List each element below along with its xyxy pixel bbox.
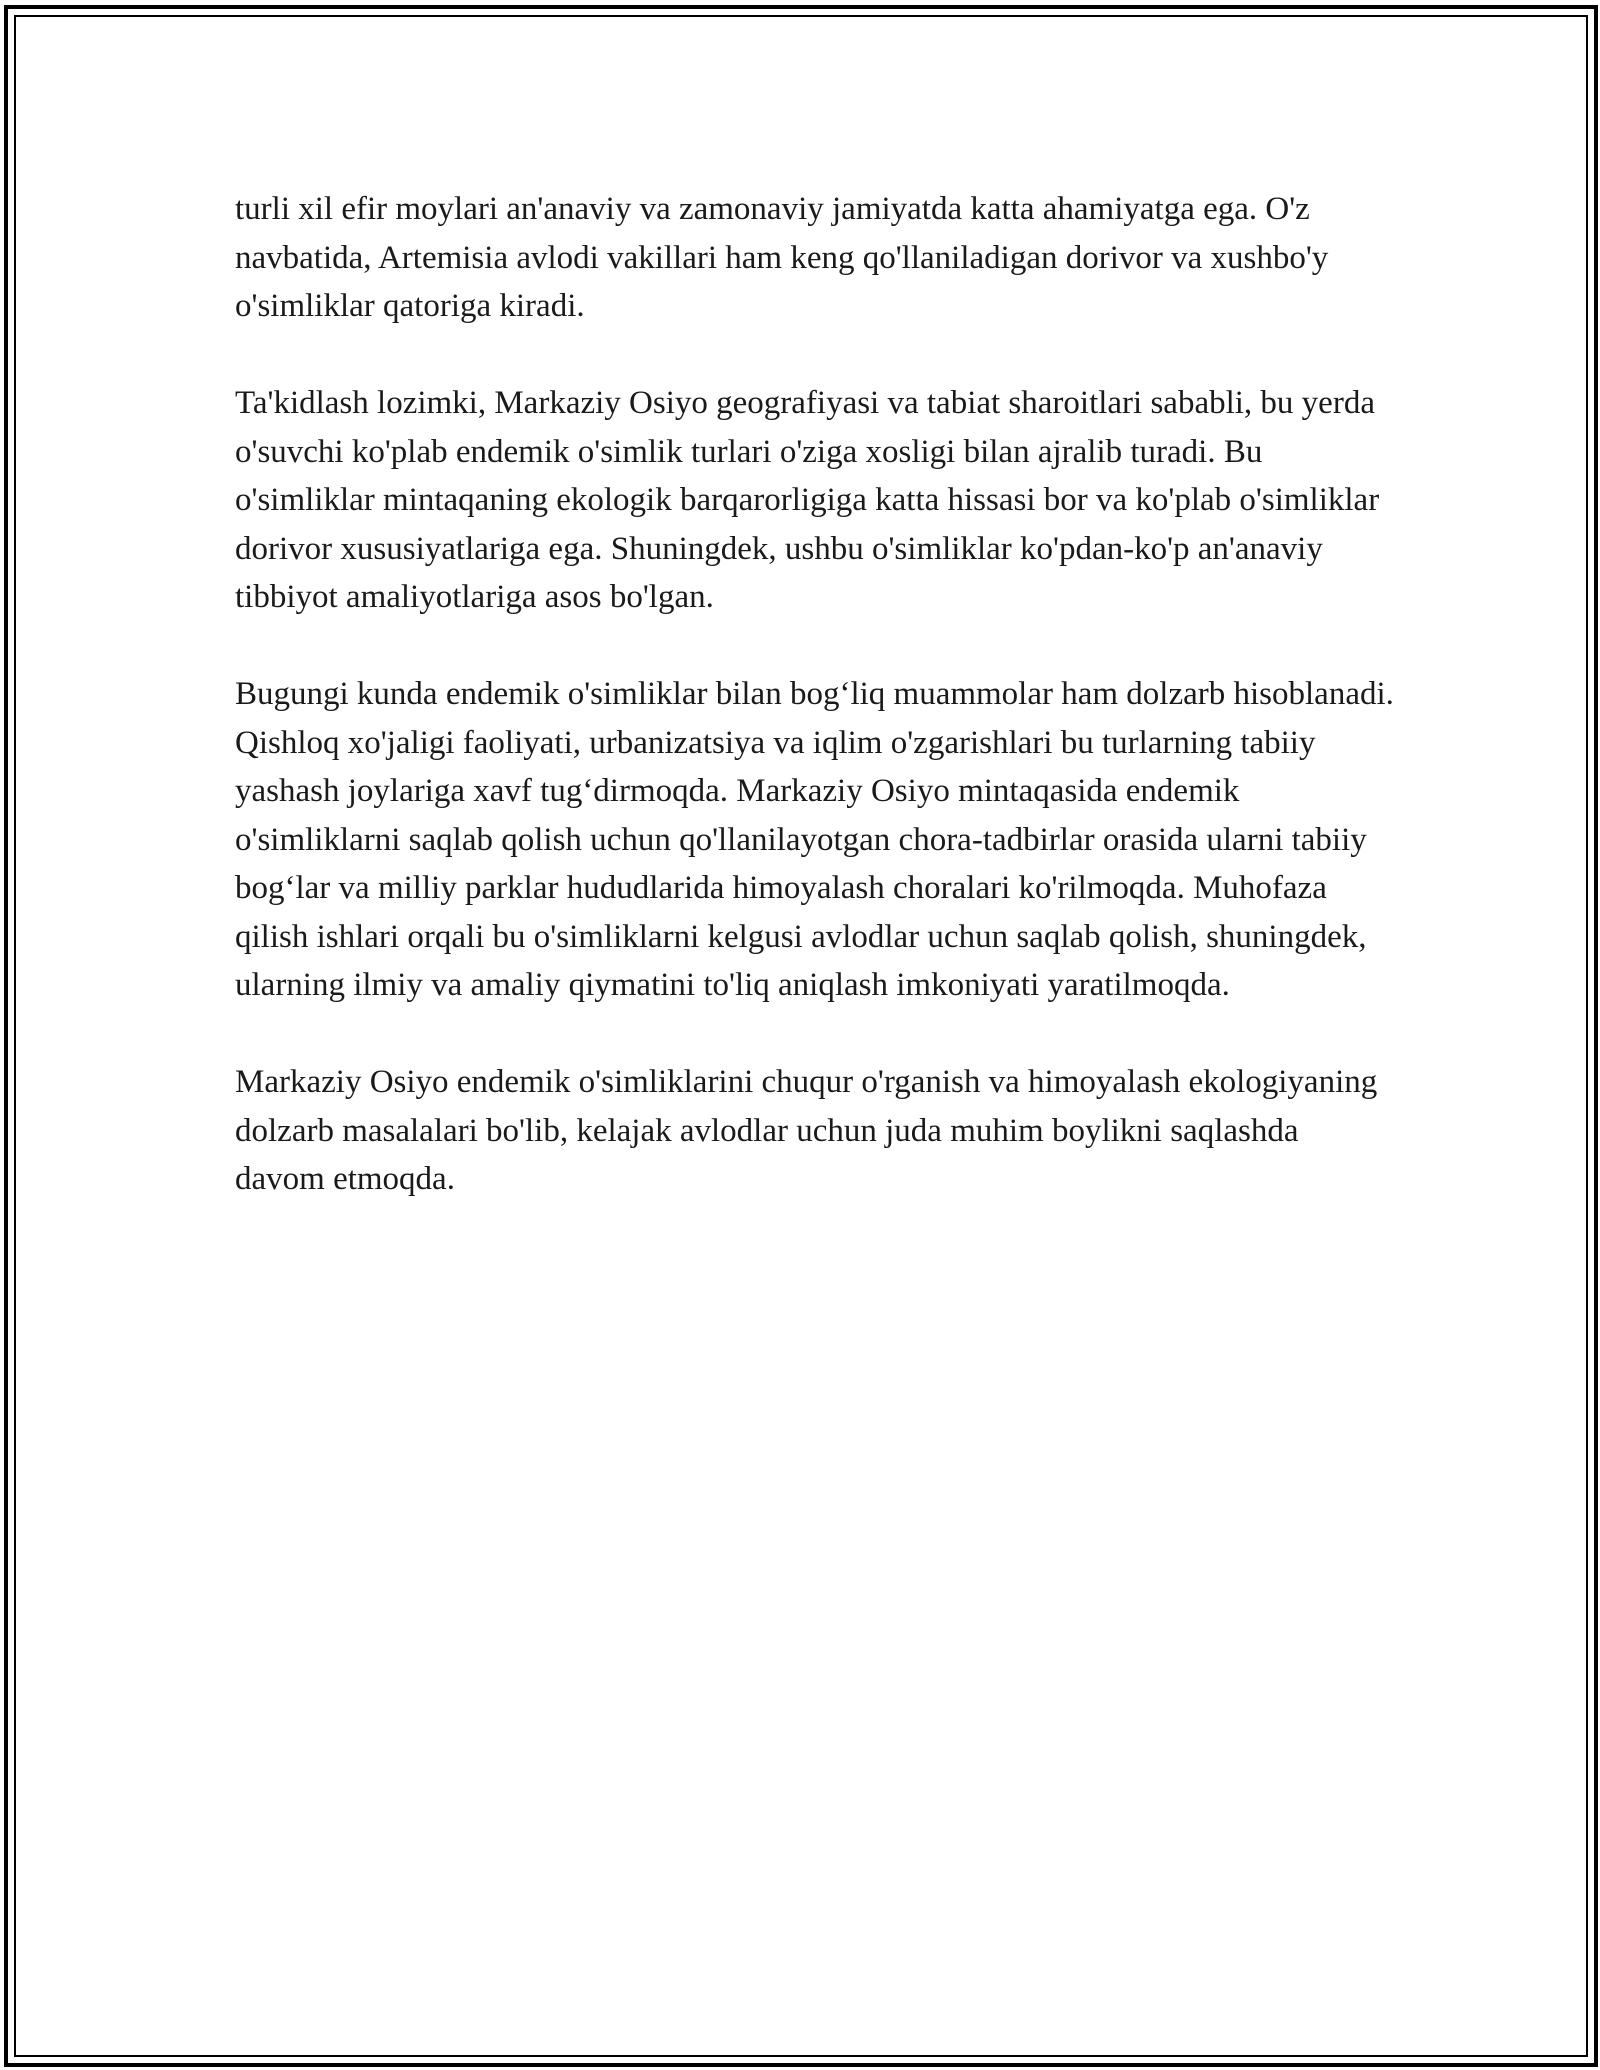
paragraph-2: Ta'kidlash lozimki, Markaziy Osiyo geografiyasi va tabiat sharoitlari sababli, bu yerda o'suvchi ko'plab endemik o'simlik turlari o'ziga xosligi bilan ajralib turadi. Bu o'simliklar mintaqaning ekologik barqarorligiga katta hissasi bor va ko'plab o'simliklar dorivor xususiyatlariga ega. Shuningdek, ushbu o'simliklar ko'pdan-ko'p an'anaviy tibbiyot amaliyotlariga asos bo'lgan. bbox=[235, 385, 1380, 615]
paragraph-1: turli xil efir moylari an'anaviy va zamonaviy jamiyatda katta ahamiyatga ega. O'z navbatida, Artemisia avlodi vakillari ham keng qo'llaniladigan dorivor va xushbo'y o'simliklar qatoriga kiradi. bbox=[235, 191, 1329, 324]
paragraph-4: Markaziy Osiyo endemik o'simliklarini chuqur o'rganish va himoyalash ekologiyaning dolzarb masalalari bo'lib, kelajak avlodlar uchun juda muhim boylikni saqlashda davom etmoqda. bbox=[235, 1064, 1378, 1197]
paragraph-3: Bugungi kunda endemik o'simliklar bilan bog‘liq muammolar ham dolzarb hisoblanadi. Qishloq xo'jaligi faoliyati, urbanizatsiya va iqlim o'zgarishlari bu turlarning tabiiy yashash joylariga xavf tug‘dirmoqda. Markaziy Osiyo mintaqasida endemik o'simliklarni saqlab qolish uchun qo'llanilayotgan chora-tadbirlar orasida ularni tabiiy bog‘lar va milliy parklar hududlarida himoyalash choralari ko'rilmoqda. Muhofaza qilish ishlari orqali bu o'simliklarni kelgusi avlodlar uchun saqlab qolish, shuningdek, ularning ilmiy va amaliy qiymatini to'liq aniqlash imkoniyati yaratilmoqda. bbox=[235, 676, 1394, 1003]
document-body bbox=[235, 185, 1395, 1252]
